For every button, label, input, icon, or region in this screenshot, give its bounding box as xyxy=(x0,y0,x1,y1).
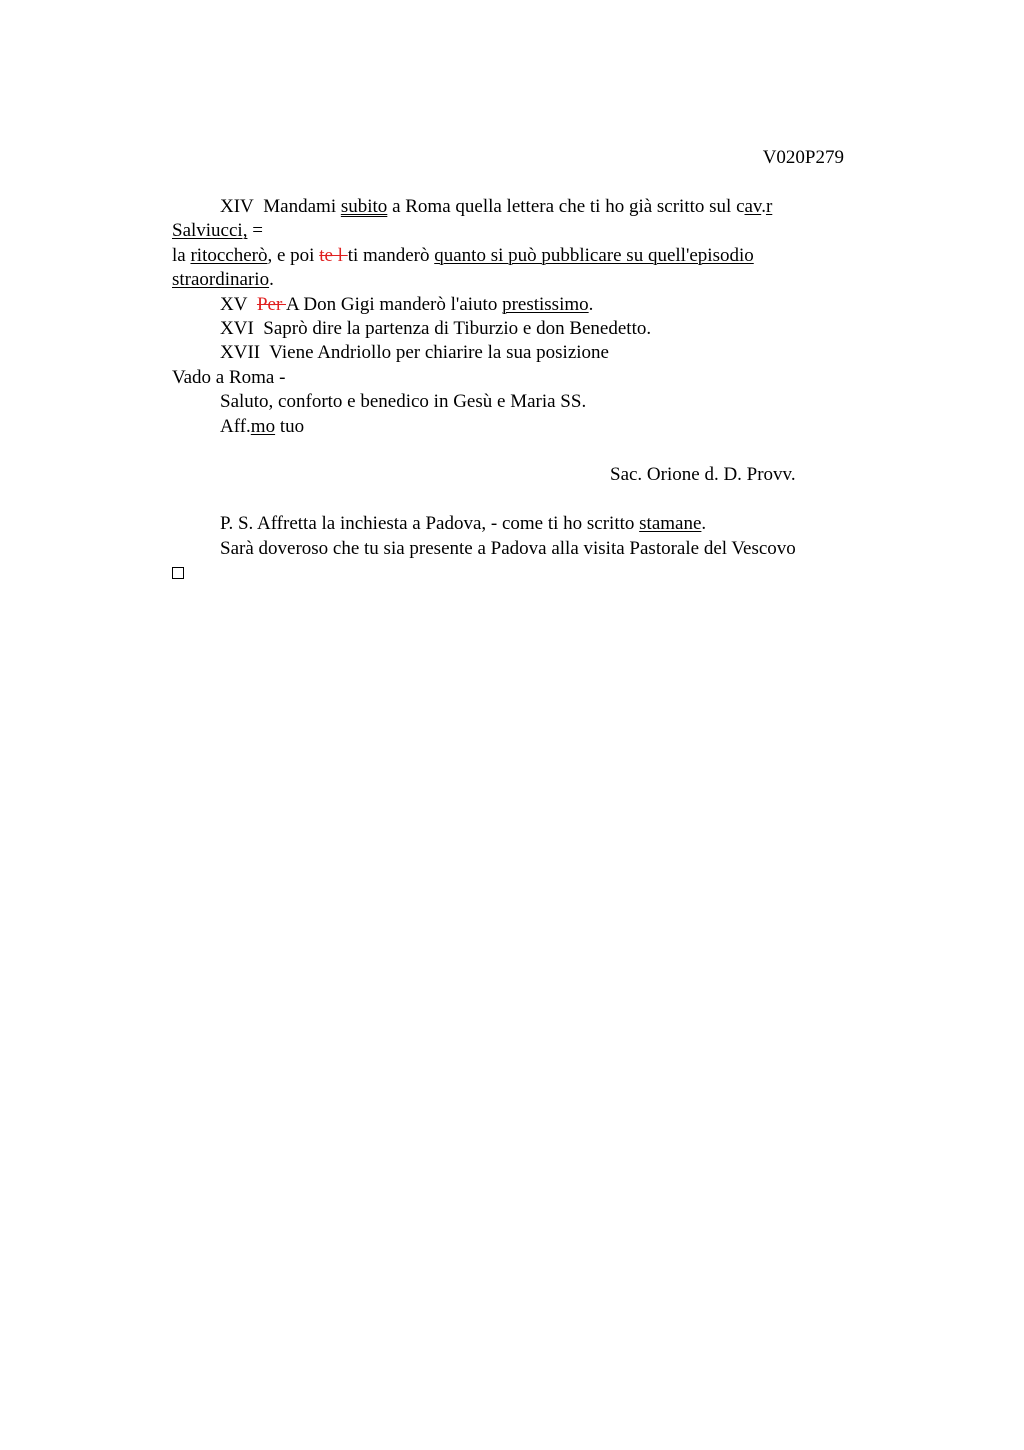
text: . xyxy=(588,293,594,315)
page-id: V020P279 xyxy=(762,147,844,168)
item-xiv-line-3 xyxy=(172,244,852,268)
text: , e poi xyxy=(267,244,320,266)
closing-roma: Vado a Roma - xyxy=(172,366,286,388)
signature: Sac. Orione d. D. Provv. xyxy=(610,464,796,486)
underlined-text: Salviucci, xyxy=(172,220,248,242)
item-xiv-line-1 xyxy=(172,195,852,219)
item-xvi xyxy=(172,317,852,341)
postscript-line-1 xyxy=(172,512,852,536)
postscript-line-2: Sarà doveroso che tu sia presente a Padova alla visita Pastorale del Vescovo xyxy=(220,537,796,559)
text: . xyxy=(761,196,766,217)
item-number: XIV xyxy=(220,196,254,217)
underlined-text: av xyxy=(744,196,762,217)
underlined-text: quanto si può pubblicare su quell'episodio xyxy=(434,244,754,266)
underlined-text: stamane xyxy=(639,513,702,535)
item-number: XVII xyxy=(220,342,261,364)
text: Saprò dire la partenza di Tiburzio e don Benedetto. xyxy=(263,318,652,340)
text: = xyxy=(247,220,263,242)
item-xv xyxy=(172,293,852,317)
letter-body xyxy=(172,195,852,586)
text: Mandami xyxy=(263,196,341,217)
text: ti manderò xyxy=(347,244,435,266)
underlined-text: subito xyxy=(340,196,388,217)
item-xiv-line-2 xyxy=(172,219,852,243)
underlined-text: mo xyxy=(250,415,276,437)
end-marker xyxy=(172,561,852,586)
item-xiv-line-4 xyxy=(172,268,852,292)
item-number: XV xyxy=(220,293,248,315)
text: Viene Andriollo per chiarire la sua posizione xyxy=(269,342,609,364)
blank-line xyxy=(172,439,852,463)
text: tuo xyxy=(275,415,305,437)
underlined-text: ritoccherò xyxy=(190,244,268,266)
item-xvii xyxy=(172,341,852,365)
text: . xyxy=(701,513,707,535)
closing-saluto: Saluto, conforto e benedico in Gesù e Maria SS. xyxy=(220,391,587,413)
deleted-text: Per xyxy=(256,293,286,315)
text: P. S. Affretta la inchiesta a Padova, - come ti ho scritto xyxy=(220,513,640,535)
blank-line xyxy=(172,488,852,512)
closing-aff xyxy=(172,415,852,439)
text: A Don Gigi manderò l'aiuto xyxy=(285,293,503,315)
text: . xyxy=(269,269,274,291)
text: la xyxy=(172,244,191,266)
deleted-text: te l xyxy=(319,244,348,266)
text: Aff. xyxy=(220,415,251,437)
item-number: XVI xyxy=(220,318,254,340)
square-box-icon xyxy=(172,567,184,579)
underlined-text: straordinario xyxy=(172,269,270,291)
text: a Roma quella lettera che ti ho già scritto sul c xyxy=(387,196,745,217)
underlined-text: r xyxy=(765,196,773,217)
underlined-text: prestissimo xyxy=(502,293,589,315)
